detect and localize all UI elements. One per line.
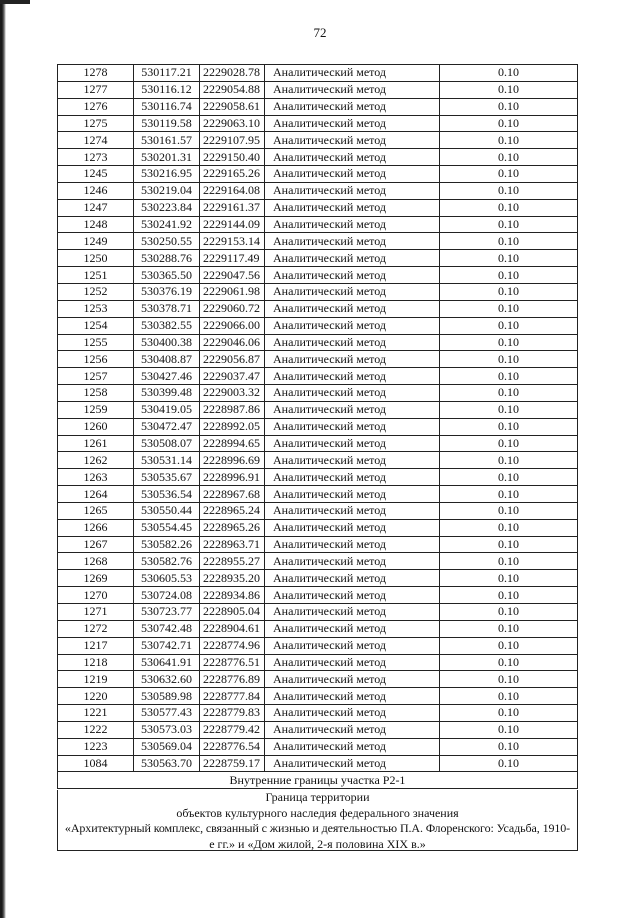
method-cell: Аналитический метод <box>265 65 440 82</box>
table-row <box>58 351 578 368</box>
y-coordinate-cell: 2228955.27 <box>200 553 265 570</box>
scan-top-edge <box>0 0 30 4</box>
method-cell: Аналитический метод <box>265 216 440 233</box>
x-coordinate-cell: 530723.77 <box>134 604 200 621</box>
table-row <box>58 570 578 587</box>
point-number-cell: 1276 <box>58 98 134 115</box>
point-number-cell: 1250 <box>58 250 134 267</box>
table-row <box>58 620 578 637</box>
y-coordinate-cell: 2228905.04 <box>200 604 265 621</box>
table-row <box>58 132 578 149</box>
point-number-cell: 1249 <box>58 233 134 250</box>
table-row <box>58 250 578 267</box>
method-cell: Аналитический метод <box>265 149 440 166</box>
accuracy-cell: 0.10 <box>440 536 578 553</box>
accuracy-cell: 0.10 <box>440 705 578 722</box>
table-row <box>58 705 578 722</box>
y-coordinate-cell: 2229153.14 <box>200 233 265 250</box>
y-coordinate-cell: 2229047.56 <box>200 267 265 284</box>
accuracy-cell: 0.10 <box>440 469 578 486</box>
method-cell: Аналитический метод <box>265 721 440 738</box>
x-coordinate-cell: 530582.76 <box>134 553 200 570</box>
table-row <box>58 368 578 385</box>
table-row <box>58 553 578 570</box>
point-number-cell: 1223 <box>58 738 134 755</box>
point-number-cell: 1266 <box>58 519 134 536</box>
method-cell: Аналитический метод <box>265 334 440 351</box>
x-coordinate-cell: 530724.08 <box>134 587 200 604</box>
table-row <box>58 149 578 166</box>
y-coordinate-cell: 2229164.08 <box>200 182 265 199</box>
method-cell: Аналитический метод <box>265 233 440 250</box>
accuracy-cell: 0.10 <box>440 199 578 216</box>
y-coordinate-cell: 2228934.86 <box>200 587 265 604</box>
method-cell: Аналитический метод <box>265 738 440 755</box>
x-coordinate-cell: 530382.55 <box>134 317 200 334</box>
method-cell: Аналитический метод <box>265 250 440 267</box>
accuracy-cell: 0.10 <box>440 250 578 267</box>
y-coordinate-cell: 2228904.61 <box>200 620 265 637</box>
table-row <box>58 604 578 621</box>
x-coordinate-cell: 530116.74 <box>134 98 200 115</box>
x-coordinate-cell: 530408.87 <box>134 351 200 368</box>
y-coordinate-cell: 2228996.69 <box>200 452 265 469</box>
point-number-cell: 1274 <box>58 132 134 149</box>
point-number-cell: 1253 <box>58 300 134 317</box>
table-row <box>58 587 578 604</box>
method-cell: Аналитический метод <box>265 300 440 317</box>
method-cell: Аналитический метод <box>265 401 440 418</box>
x-coordinate-cell: 530573.03 <box>134 721 200 738</box>
y-coordinate-cell: 2229061.98 <box>200 283 265 300</box>
method-cell: Аналитический метод <box>265 317 440 334</box>
table-row <box>58 317 578 334</box>
point-number-cell: 1267 <box>58 536 134 553</box>
table-row <box>58 283 578 300</box>
point-number-cell: 1268 <box>58 553 134 570</box>
point-number-cell: 1255 <box>58 334 134 351</box>
accuracy-cell: 0.10 <box>440 368 578 385</box>
accuracy-cell: 0.10 <box>440 486 578 503</box>
accuracy-cell: 0.10 <box>440 317 578 334</box>
y-coordinate-cell: 2229058.61 <box>200 98 265 115</box>
x-coordinate-cell: 530419.05 <box>134 401 200 418</box>
accuracy-cell: 0.10 <box>440 334 578 351</box>
y-coordinate-cell: 2228777.84 <box>200 688 265 705</box>
accuracy-cell: 0.10 <box>440 182 578 199</box>
method-cell: Аналитический метод <box>265 604 440 621</box>
x-coordinate-cell: 530582.26 <box>134 536 200 553</box>
x-coordinate-cell: 530605.53 <box>134 570 200 587</box>
method-cell: Аналитический метод <box>265 368 440 385</box>
x-coordinate-cell: 530508.07 <box>134 435 200 452</box>
page-number: 72 <box>313 25 327 40</box>
y-coordinate-cell: 2228994.65 <box>200 435 265 452</box>
method-cell: Аналитический метод <box>265 182 440 199</box>
x-coordinate-cell: 530641.91 <box>134 654 200 671</box>
point-number-cell: 1257 <box>58 368 134 385</box>
method-cell: Аналитический метод <box>265 385 440 402</box>
accuracy-cell: 0.10 <box>440 671 578 688</box>
point-number-cell: 1273 <box>58 149 134 166</box>
table-row <box>58 233 578 250</box>
accuracy-cell: 0.10 <box>440 604 578 621</box>
point-number-cell: 1251 <box>58 267 134 284</box>
section-heading-row <box>58 772 578 789</box>
y-coordinate-cell: 2228996.91 <box>200 469 265 486</box>
x-coordinate-cell: 530119.58 <box>134 115 200 132</box>
table-row <box>58 721 578 738</box>
accuracy-cell: 0.10 <box>440 115 578 132</box>
accuracy-cell: 0.10 <box>440 216 578 233</box>
y-coordinate-cell: 2229056.87 <box>200 351 265 368</box>
x-coordinate-cell: 530535.67 <box>134 469 200 486</box>
accuracy-cell: 0.10 <box>440 300 578 317</box>
method-cell: Аналитический метод <box>265 553 440 570</box>
point-number-cell: 1270 <box>58 587 134 604</box>
point-number-cell: 1269 <box>58 570 134 587</box>
method-cell: Аналитический метод <box>265 435 440 452</box>
y-coordinate-cell: 2229028.78 <box>200 65 265 82</box>
y-coordinate-cell: 2228965.26 <box>200 519 265 536</box>
point-number-cell: 1245 <box>58 166 134 183</box>
point-number-cell: 1258 <box>58 385 134 402</box>
x-coordinate-cell: 530550.44 <box>134 502 200 519</box>
point-number-cell: 1262 <box>58 452 134 469</box>
accuracy-cell: 0.10 <box>440 637 578 654</box>
x-coordinate-cell: 530378.71 <box>134 300 200 317</box>
x-coordinate-cell: 530632.60 <box>134 671 200 688</box>
table-row <box>58 182 578 199</box>
y-coordinate-cell: 2229107.95 <box>200 132 265 149</box>
x-coordinate-cell: 530554.45 <box>134 519 200 536</box>
point-number-cell: 1271 <box>58 604 134 621</box>
method-cell: Аналитический метод <box>265 536 440 553</box>
point-number-cell: 1256 <box>58 351 134 368</box>
method-cell: Аналитический метод <box>265 755 440 772</box>
table-row <box>58 166 578 183</box>
accuracy-cell: 0.10 <box>440 401 578 418</box>
y-coordinate-cell: 2229117.49 <box>200 250 265 267</box>
table-row <box>58 469 578 486</box>
x-coordinate-cell: 530399.48 <box>134 385 200 402</box>
caption-line-1: Граница территории <box>265 790 370 804</box>
x-coordinate-cell: 530116.12 <box>134 81 200 98</box>
x-coordinate-cell: 530223.84 <box>134 199 200 216</box>
accuracy-cell: 0.10 <box>440 385 578 402</box>
method-cell: Аналитический метод <box>265 688 440 705</box>
x-coordinate-cell: 530201.31 <box>134 149 200 166</box>
accuracy-cell: 0.10 <box>440 502 578 519</box>
y-coordinate-cell: 2228774.96 <box>200 637 265 654</box>
point-number-cell: 1260 <box>58 418 134 435</box>
point-number-cell: 1247 <box>58 199 134 216</box>
point-number-cell: 1218 <box>58 654 134 671</box>
table-row <box>58 98 578 115</box>
x-coordinate-cell: 530577.43 <box>134 705 200 722</box>
point-number-cell: 1246 <box>58 182 134 199</box>
method-cell: Аналитический метод <box>265 637 440 654</box>
y-coordinate-cell: 2228935.20 <box>200 570 265 587</box>
x-coordinate-cell: 530365.50 <box>134 267 200 284</box>
method-cell: Аналитический метод <box>265 486 440 503</box>
table-row <box>58 502 578 519</box>
y-coordinate-cell: 2228965.24 <box>200 502 265 519</box>
accuracy-cell: 0.10 <box>440 65 578 82</box>
point-number-cell: 1259 <box>58 401 134 418</box>
method-cell: Аналитический метод <box>265 115 440 132</box>
method-cell: Аналитический метод <box>265 452 440 469</box>
table-row <box>58 688 578 705</box>
accuracy-cell: 0.10 <box>440 166 578 183</box>
accuracy-cell: 0.10 <box>440 738 578 755</box>
table-row <box>58 452 578 469</box>
accuracy-cell: 0.10 <box>440 620 578 637</box>
method-cell: Аналитический метод <box>265 587 440 604</box>
x-coordinate-cell: 530589.98 <box>134 688 200 705</box>
x-coordinate-cell: 530427.46 <box>134 368 200 385</box>
y-coordinate-cell: 2229144.09 <box>200 216 265 233</box>
accuracy-cell: 0.10 <box>440 570 578 587</box>
method-cell: Аналитический метод <box>265 418 440 435</box>
accuracy-cell: 0.10 <box>440 132 578 149</box>
y-coordinate-cell: 2228779.83 <box>200 705 265 722</box>
point-number-cell: 1261 <box>58 435 134 452</box>
table-row <box>58 199 578 216</box>
section-heading: Внутренние границы участка Р2-1 <box>58 772 578 789</box>
table-row <box>58 385 578 402</box>
method-cell: Аналитический метод <box>265 654 440 671</box>
accuracy-cell: 0.10 <box>440 519 578 536</box>
table-row <box>58 519 578 536</box>
table-row <box>58 671 578 688</box>
y-coordinate-cell: 2228963.71 <box>200 536 265 553</box>
point-number-cell: 1277 <box>58 81 134 98</box>
y-coordinate-cell: 2228776.89 <box>200 671 265 688</box>
table-row <box>58 267 578 284</box>
method-cell: Аналитический метод <box>265 469 440 486</box>
x-coordinate-cell: 530219.04 <box>134 182 200 199</box>
y-coordinate-cell: 2229161.37 <box>200 199 265 216</box>
method-cell: Аналитический метод <box>265 620 440 637</box>
point-number-cell: 1278 <box>58 65 134 82</box>
y-coordinate-cell: 2229060.72 <box>200 300 265 317</box>
method-cell: Аналитический метод <box>265 132 440 149</box>
y-coordinate-cell: 2228987.86 <box>200 401 265 418</box>
point-number-cell: 1084 <box>58 755 134 772</box>
point-number-cell: 1252 <box>58 283 134 300</box>
table-row <box>58 401 578 418</box>
point-number-cell: 1221 <box>58 705 134 722</box>
accuracy-cell: 0.10 <box>440 688 578 705</box>
accuracy-cell: 0.10 <box>440 149 578 166</box>
accuracy-cell: 0.10 <box>440 435 578 452</box>
x-coordinate-cell: 530288.76 <box>134 250 200 267</box>
accuracy-cell: 0.10 <box>440 283 578 300</box>
x-coordinate-cell: 530531.14 <box>134 452 200 469</box>
table-row <box>58 65 578 82</box>
caption-line-3: «Архитектурный комплекс, связанный с жизнью и деятельностью П.А. Флоренского: Усадьба, 1910- <box>64 821 571 835</box>
point-number-cell: 1265 <box>58 502 134 519</box>
table-row <box>58 435 578 452</box>
point-number-cell: 1217 <box>58 637 134 654</box>
x-coordinate-cell: 530742.71 <box>134 637 200 654</box>
point-number-cell: 1222 <box>58 721 134 738</box>
x-coordinate-cell: 530241.92 <box>134 216 200 233</box>
y-coordinate-cell: 2229063.10 <box>200 115 265 132</box>
table-row <box>58 216 578 233</box>
y-coordinate-cell: 2228992.05 <box>200 418 265 435</box>
x-coordinate-cell: 530536.54 <box>134 486 200 503</box>
method-cell: Аналитический метод <box>265 351 440 368</box>
point-number-cell: 1263 <box>58 469 134 486</box>
table-row <box>58 738 578 755</box>
accuracy-cell: 0.10 <box>440 721 578 738</box>
y-coordinate-cell: 2229046.06 <box>200 334 265 351</box>
accuracy-cell: 0.10 <box>440 654 578 671</box>
x-coordinate-cell: 530472.47 <box>134 418 200 435</box>
y-coordinate-cell: 2228967.68 <box>200 486 265 503</box>
y-coordinate-cell: 2228776.54 <box>200 738 265 755</box>
point-number-cell: 1272 <box>58 620 134 637</box>
point-number-cell: 1254 <box>58 317 134 334</box>
accuracy-cell: 0.10 <box>440 233 578 250</box>
y-coordinate-cell: 2229150.40 <box>200 149 265 166</box>
coordinates-table-body <box>58 65 578 772</box>
scan-left-edge <box>0 0 6 918</box>
x-coordinate-cell: 530250.55 <box>134 233 200 250</box>
method-cell: Аналитический метод <box>265 705 440 722</box>
method-cell: Аналитический метод <box>265 519 440 536</box>
table-row <box>58 755 578 772</box>
point-number-cell: 1275 <box>58 115 134 132</box>
x-coordinate-cell: 530563.70 <box>134 755 200 772</box>
y-coordinate-cell: 2228776.51 <box>200 654 265 671</box>
y-coordinate-cell: 2229003.32 <box>200 385 265 402</box>
x-coordinate-cell: 530376.19 <box>134 283 200 300</box>
y-coordinate-cell: 2229165.26 <box>200 166 265 183</box>
accuracy-cell: 0.10 <box>440 553 578 570</box>
table-row <box>58 536 578 553</box>
table-row <box>58 637 578 654</box>
x-coordinate-cell: 530117.21 <box>134 65 200 82</box>
accuracy-cell: 0.10 <box>440 81 578 98</box>
caption-line-2: объектов культурного наследия федерального значения <box>176 805 459 820</box>
table-row <box>58 115 578 132</box>
y-coordinate-cell: 2228779.42 <box>200 721 265 738</box>
method-cell: Аналитический метод <box>265 166 440 183</box>
method-cell: Аналитический метод <box>265 283 440 300</box>
x-coordinate-cell: 530400.38 <box>134 334 200 351</box>
y-coordinate-cell: 2228759.17 <box>200 755 265 772</box>
method-cell: Аналитический метод <box>265 502 440 519</box>
x-coordinate-cell: 530161.57 <box>134 132 200 149</box>
point-number-cell: 1264 <box>58 486 134 503</box>
accuracy-cell: 0.10 <box>440 418 578 435</box>
accuracy-cell: 0.10 <box>440 755 578 772</box>
table-row <box>58 300 578 317</box>
accuracy-cell: 0.10 <box>440 267 578 284</box>
accuracy-cell: 0.10 <box>440 587 578 604</box>
coordinates-table <box>57 64 578 789</box>
y-coordinate-cell: 2229066.00 <box>200 317 265 334</box>
accuracy-cell: 0.10 <box>440 452 578 469</box>
table-row <box>58 654 578 671</box>
caption-line-4: е гг.» и «Дом жилой, 2-я половина XIX в.» <box>209 836 426 851</box>
y-coordinate-cell: 2229037.47 <box>200 368 265 385</box>
point-number-cell: 1219 <box>58 671 134 688</box>
x-coordinate-cell: 530742.48 <box>134 620 200 637</box>
accuracy-cell: 0.10 <box>440 351 578 368</box>
table-row <box>58 334 578 351</box>
method-cell: Аналитический метод <box>265 671 440 688</box>
x-coordinate-cell: 530569.04 <box>134 738 200 755</box>
method-cell: Аналитический метод <box>265 570 440 587</box>
x-coordinate-cell: 530216.95 <box>134 166 200 183</box>
territory-caption <box>57 790 578 852</box>
accuracy-cell: 0.10 <box>440 98 578 115</box>
method-cell: Аналитический метод <box>265 81 440 98</box>
point-number-cell: 1220 <box>58 688 134 705</box>
method-cell: Аналитический метод <box>265 267 440 284</box>
method-cell: Аналитический метод <box>265 98 440 115</box>
y-coordinate-cell: 2229054.88 <box>200 81 265 98</box>
table-row <box>58 81 578 98</box>
method-cell: Аналитический метод <box>265 199 440 216</box>
table-row <box>58 486 578 503</box>
table-row <box>58 418 578 435</box>
point-number-cell: 1248 <box>58 216 134 233</box>
